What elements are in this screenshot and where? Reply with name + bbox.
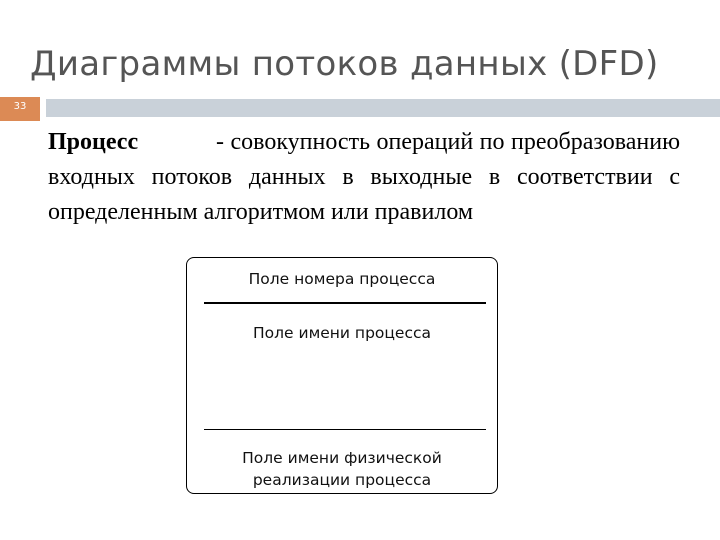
physical-realization-field-line2: реализации процесса [252, 471, 432, 489]
process-symbol-diagram [186, 257, 498, 494]
title-divider-bar [46, 99, 720, 117]
definition-separator: - [216, 129, 224, 155]
slide-number: 33 [13, 101, 27, 112]
name-field-divider [204, 429, 486, 430]
process-number-field: Поле номера процесса [248, 270, 436, 288]
process-name-field: Поле имени процесса [252, 324, 432, 342]
definition-text: совокупность операций по преобразованию входных потоков данных в выходные в соответствии с определенным алгоритмом или правилом [48, 129, 680, 225]
number-field-divider [204, 302, 486, 304]
process-definition [48, 125, 680, 230]
slide-title: Диаграммы потоков данных (DFD) [30, 44, 659, 84]
physical-realization-field-line1: Поле имени физической [242, 449, 442, 467]
definition-term: Процесс [48, 129, 139, 155]
